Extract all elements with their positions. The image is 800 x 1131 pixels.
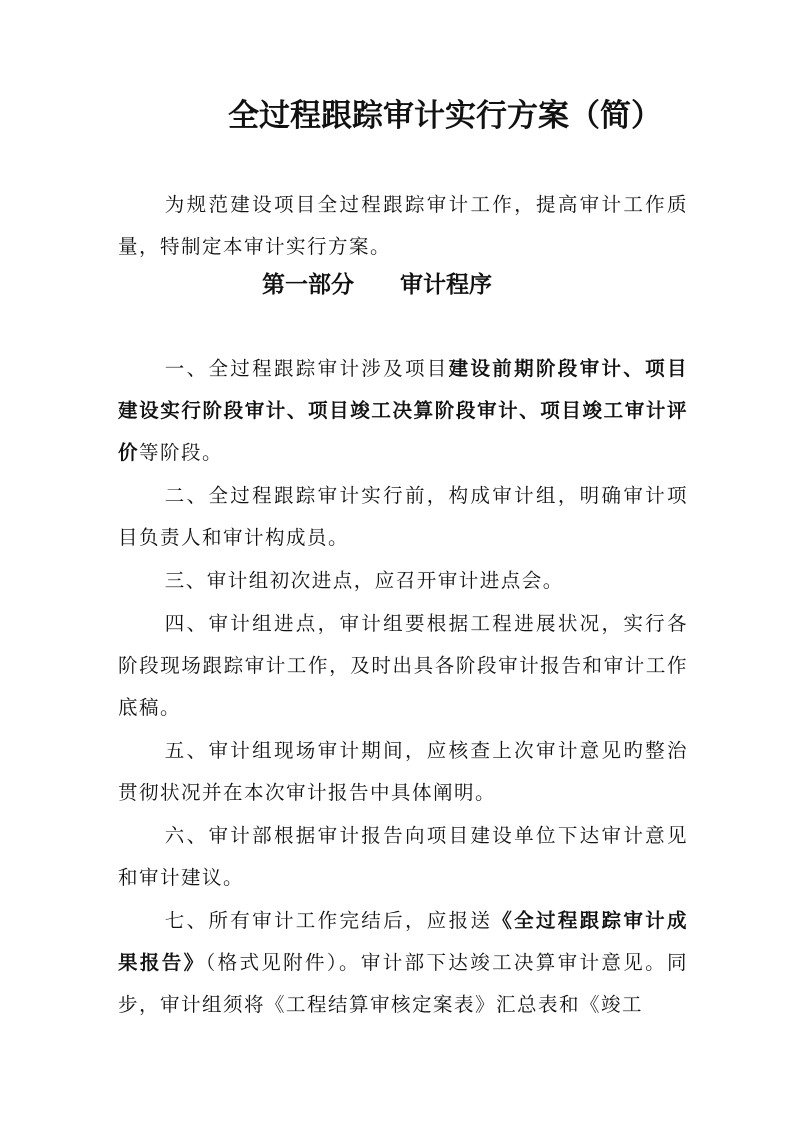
paragraph-2: 二、全过程跟踪审计实行前，构成审计组，明确审计项目负责人和审计构成员。 — [118, 484, 688, 549]
paragraph-1 — [118, 348, 688, 474]
paragraph-7-text-a: 七、所有审计工作完结后，应报送 — [164, 909, 493, 932]
intro-paragraph: 为规范建设项目全过程跟踪审计工作，提高审计工作质量，特制定本审计实行方案。 — [118, 193, 688, 258]
paragraph-3: 三、审计组初次进点，应召开审计进点会。 — [164, 569, 564, 592]
paragraph-5: 五、审计组现场审计期间，应核查上次审计意见旳整治贯彻状况并在本次审计报告中具体阐明。 — [118, 739, 688, 804]
document-title: 全过程跟踪审计实行方案（简） — [228, 98, 662, 134]
paragraph-1-bold: 建设前期阶段审计、项目建设实行阶段审计、项目竣工决算阶段审计、项目竣工审计评价 — [118, 357, 688, 464]
paragraph-1-text-b: 等阶段。 — [139, 441, 224, 464]
section-heading — [262, 268, 492, 302]
section-part: 第一部分 — [262, 272, 354, 298]
paragraph-6: 六、审计部根据审计报告向项目建设单位下达审计意见和审计建议。 — [118, 824, 688, 889]
paragraph-1-text-a: 一、全过程跟踪审计涉及项目 — [164, 357, 449, 380]
paragraph-7 — [118, 900, 688, 1026]
paragraph-7-text-b: （格式见附件）。审计部下达竣工决算审计意见。同步，审计组须将《工程结算审核定案表》汇总表和《竣工 — [118, 951, 688, 1016]
paragraph-7-bold: 《全过程跟踪审计成果报告》 — [118, 909, 688, 974]
section-name: 审计程序 — [400, 272, 492, 298]
paragraph-4: 四、审计组进点，审计组要根据工程进展状况，实行各阶段现场跟踪审计工作，及时出具各阶段审计报告和审计工作底稿。 — [118, 612, 688, 719]
